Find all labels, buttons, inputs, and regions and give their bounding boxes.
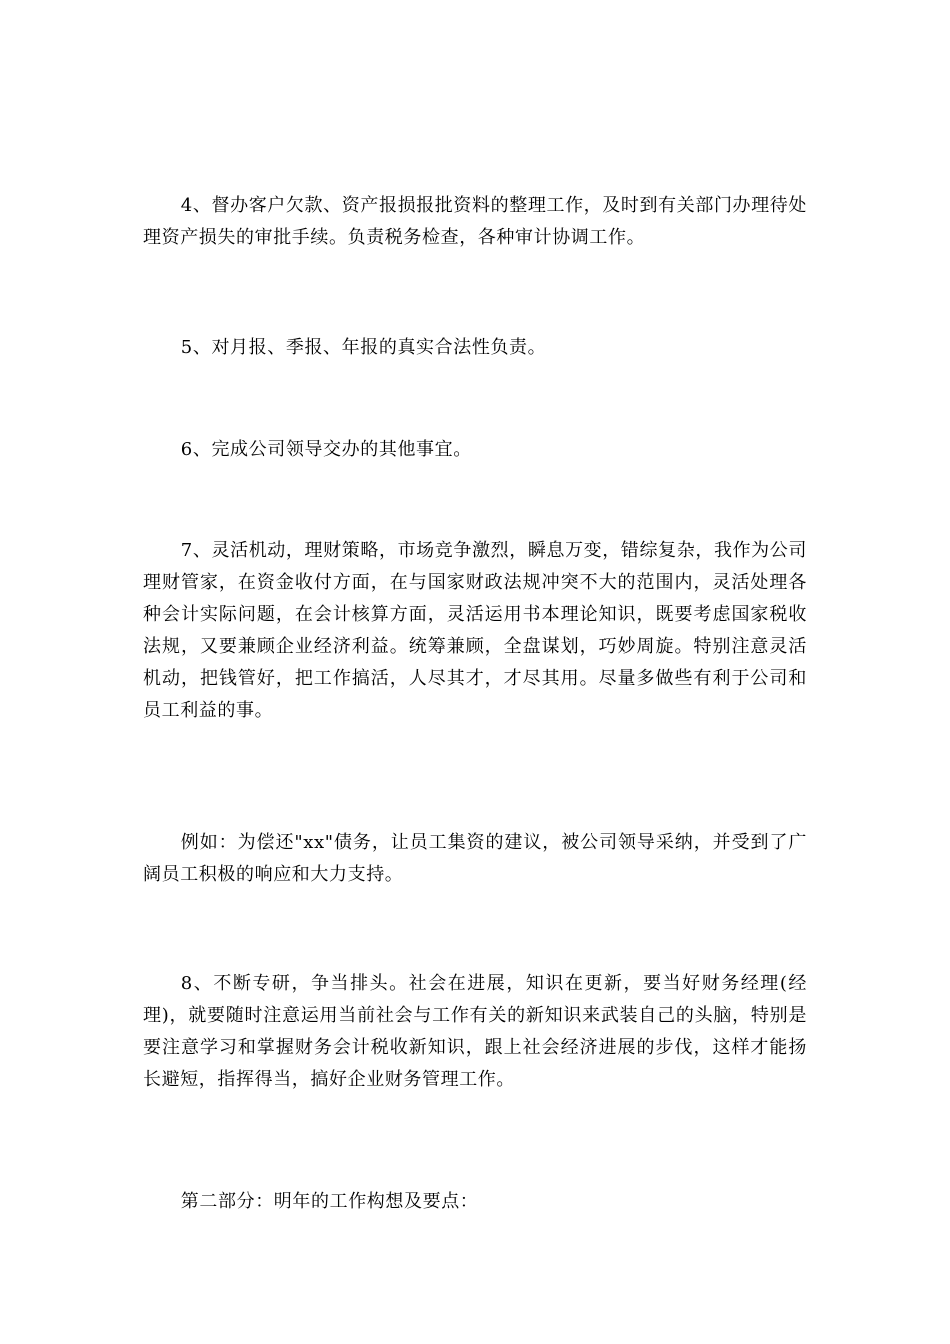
paragraph-item-4: 4、督办客户欠款、资产报损报批资料的整理工作，及时到有关部门办理待处理资产损失的审批手续。负责税务检查，各种审计协调工作。	[143, 195, 807, 248]
section-heading-part-two: 第二部分：明年的工作构想及要点：	[180, 1191, 479, 1212]
paragraph-example: 例如：为偿还"xx"债务，让员工集资的建议，被公司领导采纳，并受到了广阔员工积极的响应和大力支持。	[143, 832, 807, 885]
paragraph-item-5: 5、对月报、季报、年报的真实合法性负责。	[180, 337, 547, 358]
paragraph-item-8: 8、不断专研，争当排头。社会在进展，知识在更新，要当好财务经理(经理)，就要随时注意运用当前社会与工作有关的新知识来武装自己的头脑，特别是要注意学习和掌握财务会计税收新知识，跟上社会经济进展的步伐，这样才能扬长避短，指挥得当，搞好企业财务管理工作。	[143, 973, 807, 1090]
paragraph-item-6: 6、完成公司领导交办的其他事宜。	[180, 439, 472, 460]
paragraph-item-7: 7、灵活机动，理财策略，市场竞争激烈，瞬息万变，错综复杂，我作为公司理财管家，在资金收付方面，在与国家财政法规冲突不大的范围内，灵活处理各种会计实际问题，在会计核算方面，灵活运用书本理论知识，既要考虑国家税收法规，又要兼顾企业经济利益。统筹兼顾，全盘谋划，巧妙周旋。特别注意灵活机动，把钱管好，把工作搞活，人尽其才，才尽其用。尽量多做些有利于公司和员工利益的事。	[143, 540, 807, 721]
